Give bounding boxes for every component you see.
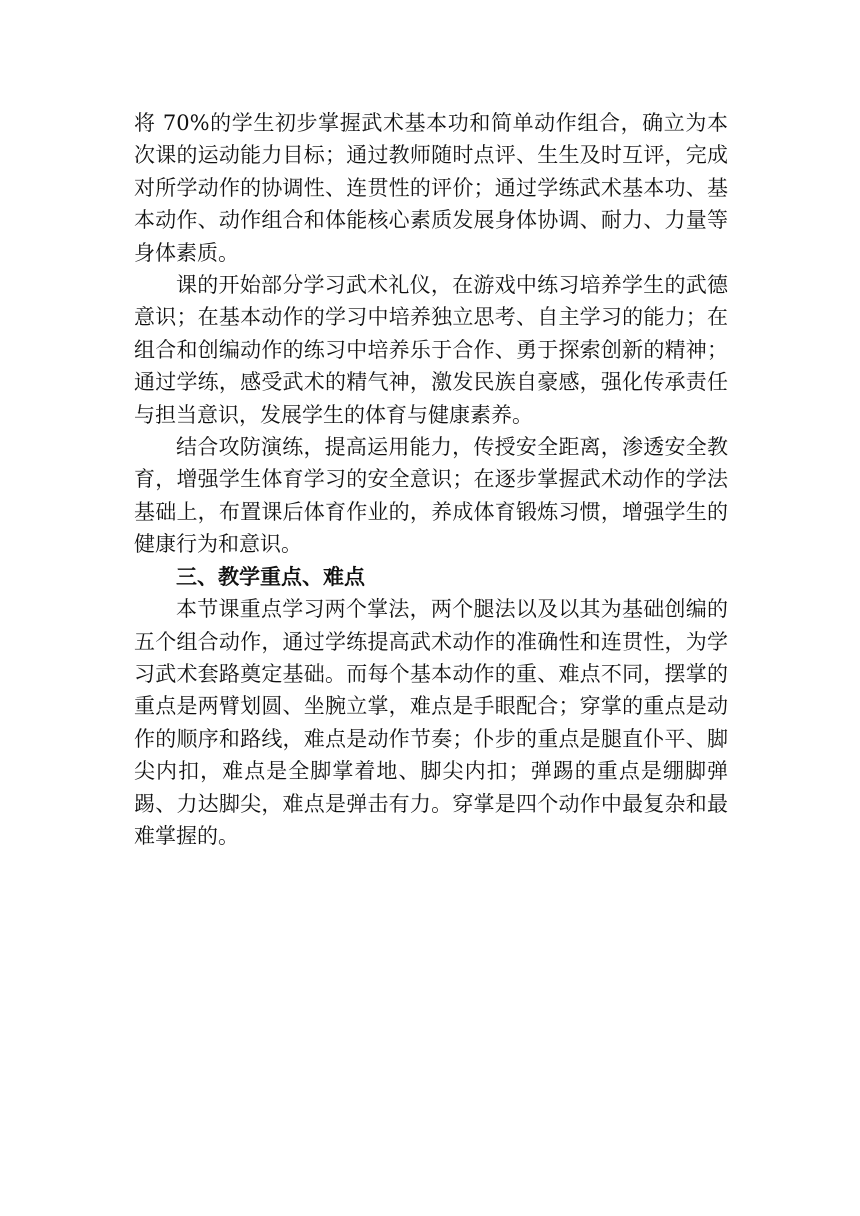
paragraph-safety: 结合攻防演练，提高运用能力，传授安全距离，渗透安全教育，增强学生体育学习的安全意识；在逐步掌握武术动作的学法基础上，布置课后体育作业的，养成体育锻炼习惯，增强学生的健康行为和意识。	[134, 435, 728, 557]
paragraph-key-points: 本节课重点学习两个掌法，两个腿法以及以其为基础创编的五个组合动作，通过学练提高武术动作的准确性和连贯性，为学习武术套路奠定基础。而每个基本动作的重、难点不同，摆掌的重点是两臂划圆、坐腕立掌，难点是手眼配合；穿掌的重点是动作的顺序和路线，难点是动作节奏；仆步的重点是腿直仆平、脚尖内扣，难点是全脚掌着地、脚尖内扣；弹踢的重点是绷脚弹踢、力达脚尖，难点是弹击有力。穿掌是四个动作中最复杂和最难掌握的。	[134, 597, 728, 848]
document-body	[134, 107, 728, 852]
paragraph-learning-goals: 将 70%的学生初步掌握武术基本功和简单动作组合，确立为本次课的运动能力目标；通过教师随时点评、生生及时互评，完成对所学动作的协调性、连贯性的评价；通过学练武术基本功、基本动作、动作组合和体能核心素质发展身体协调、耐力、力量等身体素质。	[134, 111, 728, 265]
section-heading: 三、教学重点、难点	[176, 564, 365, 589]
paragraph-etiquette: 课的开始部分学习武术礼仪，在游戏中练习培养学生的武德意识；在基本动作的学习中培养独立思考、自主学习的能力；在组合和创编动作的练习中培养乐于合作、勇于探索创新的精神；通过学练，感受武术的精气神，激发民族自豪感，强化传承责任与担当意识，发展学生的体育与健康素养。	[134, 273, 728, 427]
